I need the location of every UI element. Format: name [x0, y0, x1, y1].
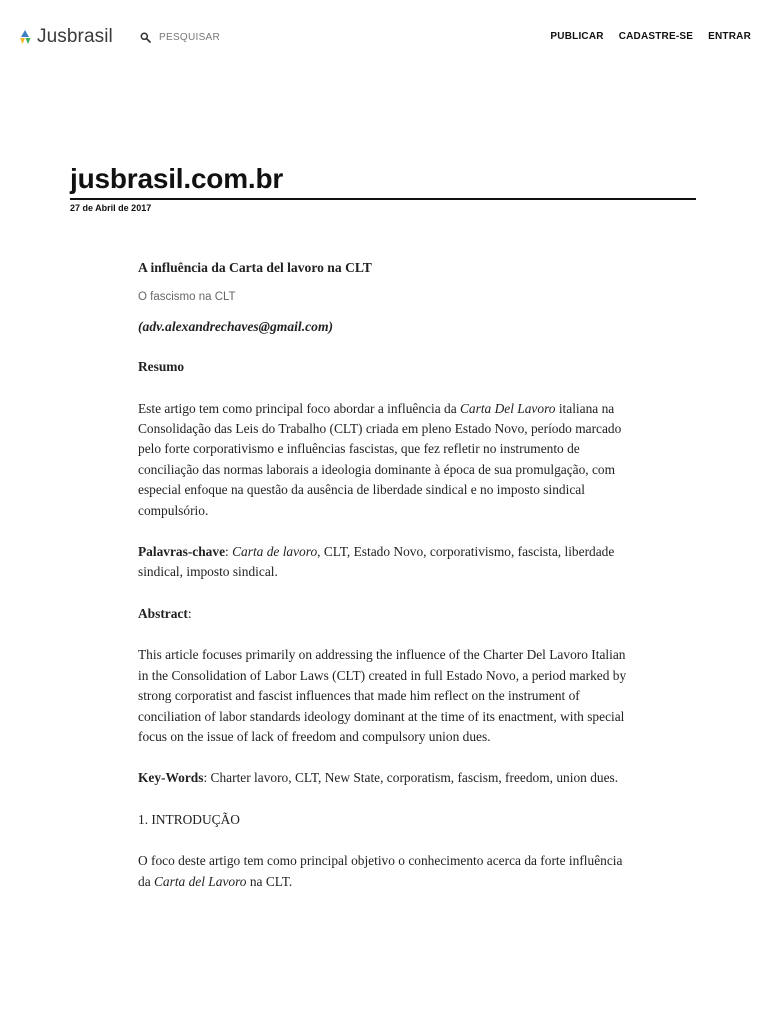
- login-link[interactable]: ENTRAR: [708, 31, 751, 42]
- document-date: 27 de Abril de 2017: [70, 203, 152, 213]
- publish-link[interactable]: PUBLICAR: [550, 31, 604, 42]
- intro-text-1: O foco deste artigo tem como principal objetivo o conhecimento acerca da forte influência da: [138, 853, 623, 889]
- keywords-paragraph: [138, 768, 638, 788]
- abstract-heading-label: Abstract: [138, 605, 188, 621]
- resumo-text-1: Este artigo tem como principal foco abordar a influência da: [138, 400, 460, 416]
- resumo-italic-term: Carta Del Lavoro: [460, 400, 556, 416]
- palavras-chave-label: Palavras-chave: [138, 544, 226, 560]
- search-box[interactable]: [140, 30, 359, 44]
- intro-text-2: na CLT.: [246, 873, 293, 889]
- resumo-paragraph: [138, 399, 638, 521]
- resumo-heading: Resumo: [138, 359, 185, 375]
- author-email: (adv.alexandrechaves@gmail.com): [138, 318, 334, 334]
- logo-text: Jusbrasil: [37, 26, 113, 47]
- abstract-heading: [138, 604, 638, 624]
- intro-italic-term: Carta del Lavoro: [154, 873, 247, 889]
- top-navigation-bar: [0, 0, 768, 76]
- abstract-heading-colon: :: [187, 605, 192, 621]
- search-icon[interactable]: [140, 32, 151, 43]
- signup-link[interactable]: CADASTRE-SE: [618, 31, 694, 42]
- palavras-chave-colon: :: [225, 544, 233, 560]
- abstract-paragraph: This article focuses primarily on addressing the influence of the Charter Del Lavoro Italian in the Consolidation of Labor Laws (CLT) created in full Estado Novo, a period marked by strong corporatist and fascist influences that made him reflect on the instrument of conciliation of labor standards ideology dominant at the time of its enactment, with special focus on the issue of lack of freedom and compulsory union dues.: [138, 647, 627, 744]
- keywords-label: Key-Words: [138, 770, 204, 786]
- title-divider: [70, 198, 696, 200]
- jusbrasil-logo[interactable]: [16, 27, 113, 47]
- document-site-title: jusbrasil.com.br: [70, 163, 284, 194]
- article-subtitle: O fascismo na CLT: [138, 291, 236, 304]
- article-title: A influência da Carta del lavoro na CLT: [138, 260, 372, 275]
- resumo-text-2: italiana na Consolidação das Leis do Trabalho (CLT) criada em pleno Estado Novo, período marcado pelo forte corporativismo e influências fascistas, que fez refletir no instrumento de conciliação das normas laborais a ideologia dominante à época de sua promulgação, com especial enfoque na questão da ausência de liberdade sindical e no imposto sindical compulsório.: [138, 400, 622, 518]
- article-body: [138, 256, 638, 892]
- palavras-chave-rest: , CLT, Estado Novo, corporativismo, fascista, liberdade sindical, imposto sindical.: [138, 544, 615, 580]
- palavras-chave-italic: Carta de lavoro: [232, 544, 318, 560]
- jusbrasil-logo-icon: [16, 28, 34, 46]
- palavras-chave-paragraph: [138, 542, 638, 583]
- introducao-paragraph: [138, 851, 638, 892]
- header-nav: [550, 31, 751, 42]
- introducao-heading: 1. INTRODUÇÃO: [138, 811, 240, 827]
- search-input[interactable]: [159, 30, 359, 44]
- keywords-rest: : Charter lavoro, CLT, New State, corporatism, fascism, freedom, union dues.: [203, 770, 619, 786]
- document-header: [70, 160, 696, 213]
